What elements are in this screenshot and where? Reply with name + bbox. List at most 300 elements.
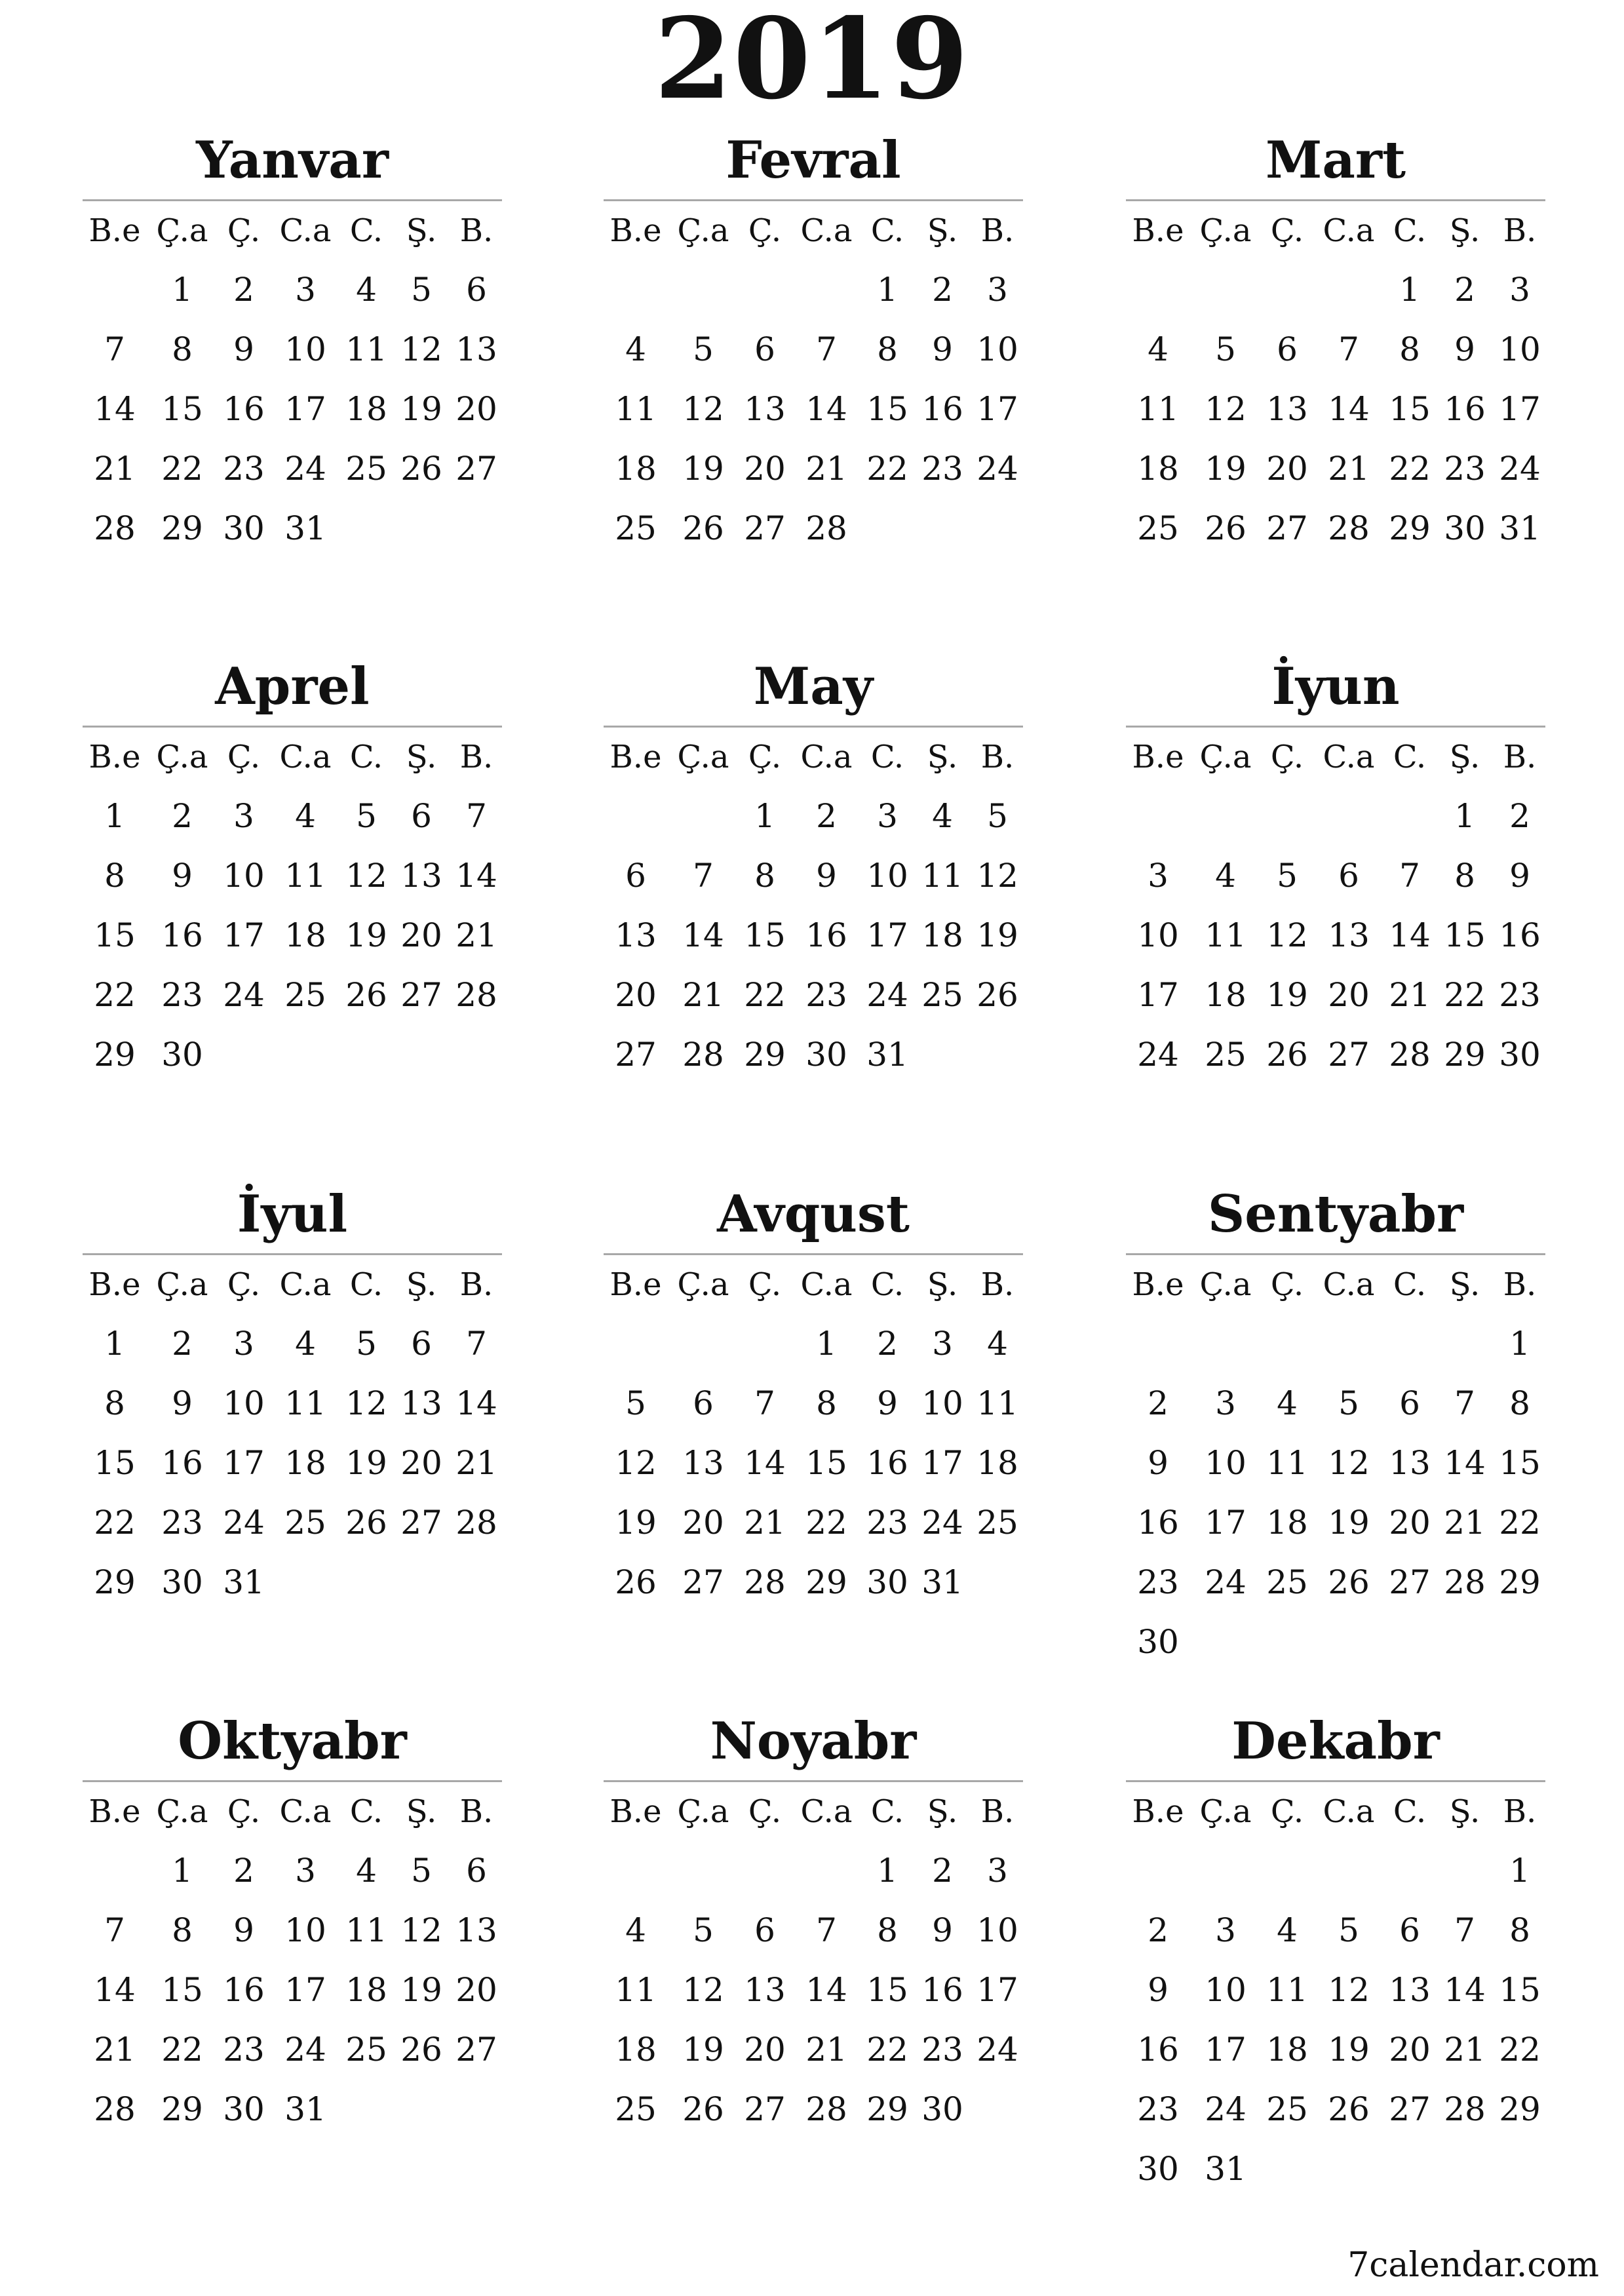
day-cell: 24 (976, 2031, 1018, 2069)
month-name: Oktyabr (178, 1711, 407, 1771)
day-cell: 10 (223, 857, 265, 895)
day-cell: 11 (1266, 1444, 1308, 1482)
day-cell: 29 (805, 1563, 847, 1601)
day-cell: 22 (161, 2031, 203, 2069)
month-block (83, 131, 502, 558)
day-cell: 9 (877, 1384, 898, 1422)
day-cell: 21 (94, 2031, 136, 2069)
day-cell: 1 (754, 797, 775, 835)
day-cell: 17 (1205, 2031, 1247, 2069)
day-cell: 28 (1444, 1563, 1486, 1601)
day-cell: 6 (693, 1384, 714, 1422)
day-cell: 24 (866, 976, 908, 1014)
weekday-label: B.e (1132, 739, 1184, 775)
day-cell: 17 (223, 1444, 265, 1482)
month-block (604, 1712, 1023, 2139)
weekday-label: B.e (88, 1793, 141, 1830)
day-cell: 1 (104, 797, 125, 835)
day-cell: 20 (455, 390, 497, 428)
day-cell: 10 (1205, 1444, 1247, 1482)
day-cell: 11 (976, 1384, 1018, 1422)
day-cell: 16 (1444, 390, 1486, 428)
day-cell: 7 (693, 857, 714, 895)
day-cell: 14 (805, 1971, 847, 2009)
day-cell: 11 (615, 1971, 657, 2009)
month-name: İyul (237, 1184, 348, 1244)
week-row (604, 846, 1023, 906)
day-cell: 9 (816, 857, 837, 895)
day-cell: 4 (1277, 1911, 1298, 1949)
weekday-header-row (604, 728, 1023, 787)
day-cell: 5 (1338, 1911, 1359, 1949)
day-cell: 16 (921, 390, 963, 428)
day-cell: 29 (1444, 1036, 1486, 1074)
day-cell: 25 (976, 1504, 1018, 1542)
day-cell: 27 (1328, 1036, 1370, 1074)
day-cell: 11 (1205, 916, 1247, 954)
weekday-label: C. (870, 212, 904, 249)
week-row (83, 1374, 502, 1433)
day-cell: 14 (94, 390, 136, 428)
day-cell: 26 (1328, 1563, 1370, 1601)
day-cell: 15 (805, 1444, 847, 1482)
day-cell: 23 (1499, 976, 1541, 1014)
day-cell: 14 (455, 857, 497, 895)
day-cell: 2 (172, 797, 193, 835)
day-cell: 28 (455, 976, 497, 1014)
day-cell: 12 (400, 330, 442, 368)
day-cell: 30 (1137, 1623, 1179, 1661)
day-cell: 27 (744, 2090, 786, 2128)
weekday-label: B.e (609, 212, 662, 249)
day-cell: 30 (805, 1036, 847, 1074)
day-cell: 23 (921, 2031, 963, 2069)
day-cell: 11 (345, 1911, 387, 1949)
weekday-header-row (83, 201, 502, 260)
week-row (83, 1493, 502, 1553)
week-row (1126, 1433, 1545, 1493)
day-cell: 27 (400, 976, 442, 1014)
month-block (83, 1712, 502, 2139)
day-cell: 19 (400, 1971, 442, 2009)
day-cell: 19 (615, 1504, 657, 1542)
day-cell: 19 (682, 2031, 724, 2069)
day-cell: 24 (223, 976, 265, 1014)
day-cell: 4 (625, 330, 646, 368)
day-cell: 4 (356, 1852, 377, 1890)
day-cell: 28 (455, 1504, 497, 1542)
day-cell: 18 (1266, 2031, 1308, 2069)
weekday-label: Ş. (1449, 739, 1480, 775)
week-row (83, 1025, 502, 1085)
weekday-label: B.e (88, 739, 141, 775)
day-cell: 22 (94, 1504, 136, 1542)
day-cell: 9 (233, 330, 254, 368)
day-cell: 2 (932, 1852, 953, 1890)
day-cell: 23 (1137, 2090, 1179, 2128)
day-cell: 1 (172, 1852, 193, 1890)
day-cell: 12 (615, 1444, 657, 1482)
day-cell: 23 (223, 2031, 265, 2069)
day-cell: 2 (816, 797, 837, 835)
day-cell: 5 (625, 1384, 646, 1422)
day-cell: 8 (1509, 1384, 1530, 1422)
weekday-label: B. (459, 739, 493, 775)
day-cell: 11 (921, 857, 963, 895)
weekday-label: Ş. (406, 739, 437, 775)
day-cell: 19 (345, 1444, 387, 1482)
day-cell: 5 (411, 271, 432, 309)
day-cell: 1 (172, 271, 193, 309)
day-cell: 25 (1137, 509, 1179, 547)
month-name: İyun (1271, 657, 1400, 716)
weekday-label: Ç. (227, 1793, 261, 1830)
day-cell: 24 (223, 1504, 265, 1542)
day-cell: 28 (682, 1036, 724, 1074)
day-cell: 12 (1205, 390, 1247, 428)
weekday-header-row (83, 1782, 502, 1841)
day-cell: 8 (877, 330, 898, 368)
day-cell: 16 (161, 1444, 203, 1482)
weekday-label: Ç. (748, 1793, 782, 1830)
day-cell: 15 (161, 390, 203, 428)
day-cell: 6 (625, 857, 646, 895)
day-cell: 25 (921, 976, 963, 1014)
day-cell: 22 (805, 1504, 847, 1542)
day-cell: 8 (877, 1911, 898, 1949)
day-cell: 1 (877, 271, 898, 309)
day-cell: 9 (172, 857, 193, 895)
weekday-label: C. (349, 1793, 383, 1830)
weekday-label: C. (870, 1266, 904, 1303)
week-row (83, 906, 502, 965)
day-cell: 12 (1266, 916, 1308, 954)
month-block (1126, 131, 1545, 558)
week-row (1126, 379, 1545, 439)
day-cell: 16 (805, 916, 847, 954)
day-cell: 14 (455, 1384, 497, 1422)
day-cell: 26 (1266, 1036, 1308, 1074)
day-cell: 23 (921, 450, 963, 488)
day-cell: 3 (233, 1325, 254, 1363)
week-row (83, 1314, 502, 1374)
day-cell: 12 (682, 1971, 724, 2009)
day-cell: 27 (455, 450, 497, 488)
weekday-label: Ç.a (1199, 739, 1252, 775)
day-cell: 28 (94, 509, 136, 547)
day-cell: 21 (1328, 450, 1370, 488)
day-cell: 18 (1266, 1504, 1308, 1542)
day-cell: 3 (233, 797, 254, 835)
day-cell: 19 (1328, 1504, 1370, 1542)
day-cell: 19 (345, 916, 387, 954)
weekday-label: B. (1503, 1266, 1537, 1303)
month-block (1126, 1712, 1545, 2199)
week-row (1126, 260, 1545, 320)
day-cell: 9 (932, 1911, 953, 1949)
weekday-header-row (604, 1255, 1023, 1314)
day-cell: 5 (693, 330, 714, 368)
weekday-label: Ç. (748, 739, 782, 775)
day-cell: 20 (455, 1971, 497, 2009)
week-row (1126, 1960, 1545, 2020)
day-cell: 5 (1277, 857, 1298, 895)
day-cell: 29 (1389, 509, 1431, 547)
day-cell: 17 (1205, 1504, 1247, 1542)
day-cell: 16 (223, 390, 265, 428)
day-cell: 19 (1266, 976, 1308, 1014)
month-name: Yanvar (196, 130, 389, 190)
day-cell: 5 (1215, 330, 1236, 368)
month-name: Avqust (717, 1184, 910, 1244)
week-row (1126, 1901, 1545, 1960)
week-row (1126, 2020, 1545, 2080)
day-cell: 12 (1328, 1971, 1370, 2009)
day-cell: 11 (1137, 390, 1179, 428)
weekday-label: Ç. (748, 1266, 782, 1303)
week-row (83, 965, 502, 1025)
day-cell: 7 (466, 1325, 487, 1363)
day-cell: 10 (1205, 1971, 1247, 2009)
week-row (1126, 1553, 1545, 1612)
day-cell: 29 (161, 2090, 203, 2128)
day-cell: 31 (284, 509, 326, 547)
weekday-label: Ç. (1270, 1793, 1304, 1830)
week-row (604, 439, 1023, 499)
day-cell: 1 (816, 1325, 837, 1363)
month-block (83, 657, 502, 1085)
day-cell: 12 (682, 390, 724, 428)
weekday-label: Ç.a (1199, 1793, 1252, 1830)
day-cell: 9 (1509, 857, 1530, 895)
day-cell: 21 (805, 450, 847, 488)
day-cell: 2 (932, 271, 953, 309)
day-cell: 4 (1148, 330, 1169, 368)
week-row (604, 1841, 1023, 1901)
day-cell: 28 (805, 509, 847, 547)
day-cell: 6 (1399, 1911, 1420, 1949)
day-cell: 2 (172, 1325, 193, 1363)
weekday-label: C.a (1323, 1793, 1375, 1830)
week-row (1126, 320, 1545, 379)
day-cell: 3 (295, 1852, 316, 1890)
day-cell: 18 (284, 1444, 326, 1482)
day-cell: 20 (1266, 450, 1308, 488)
day-cell: 11 (284, 857, 326, 895)
day-cell: 9 (1148, 1444, 1169, 1482)
day-cell: 20 (1389, 2031, 1431, 2069)
day-cell: 14 (1444, 1444, 1486, 1482)
weekday-label: B. (459, 212, 493, 249)
week-row (83, 320, 502, 379)
day-cell: 25 (615, 509, 657, 547)
day-cell: 4 (932, 797, 953, 835)
day-cell: 7 (754, 1384, 775, 1422)
day-cell: 28 (1444, 2090, 1486, 2128)
day-cell: 11 (345, 330, 387, 368)
day-cell: 18 (921, 916, 963, 954)
day-cell: 21 (455, 916, 497, 954)
day-cell: 21 (805, 2031, 847, 2069)
day-cell: 18 (615, 2031, 657, 2069)
day-cell: 10 (976, 330, 1018, 368)
day-cell: 27 (1266, 509, 1308, 547)
weekday-label: C. (1393, 212, 1427, 249)
week-row (1126, 2080, 1545, 2139)
day-cell: 14 (94, 1971, 136, 2009)
weekday-label: B. (980, 1793, 1015, 1830)
day-cell: 1 (1399, 271, 1420, 309)
day-cell: 18 (1137, 450, 1179, 488)
day-cell: 31 (223, 1563, 265, 1601)
month-name: Mart (1265, 130, 1406, 190)
day-cell: 24 (284, 450, 326, 488)
day-cell: 30 (1137, 2150, 1179, 2188)
day-cell: 20 (615, 976, 657, 1014)
day-cell: 7 (816, 1911, 837, 1949)
weekday-label: Ş. (927, 212, 958, 249)
day-cell: 13 (615, 916, 657, 954)
weekday-label: C.a (279, 1793, 332, 1830)
day-cell: 14 (682, 916, 724, 954)
day-cell: 21 (1389, 976, 1431, 1014)
day-cell: 15 (1499, 1444, 1541, 1482)
day-cell: 27 (682, 1563, 724, 1601)
day-cell: 2 (1454, 271, 1475, 309)
week-row (604, 1433, 1023, 1493)
day-cell: 17 (921, 1444, 963, 1482)
day-cell: 4 (625, 1911, 646, 1949)
week-row (83, 1433, 502, 1493)
day-cell: 7 (466, 797, 487, 835)
week-row (1126, 1025, 1545, 1085)
day-cell: 6 (1399, 1384, 1420, 1422)
day-cell: 14 (1389, 916, 1431, 954)
day-cell: 12 (400, 1911, 442, 1949)
day-cell: 7 (1338, 330, 1359, 368)
week-row (83, 2020, 502, 2080)
day-cell: 16 (1137, 2031, 1179, 2069)
weekday-label: Ç.a (677, 739, 729, 775)
month-block (604, 131, 1023, 558)
week-row (604, 906, 1023, 965)
day-cell: 15 (1499, 1971, 1541, 2009)
weekday-label: Ç.a (156, 1266, 208, 1303)
day-cell: 13 (1389, 1444, 1431, 1482)
day-cell: 30 (1499, 1036, 1541, 1074)
day-cell: 27 (455, 2031, 497, 2069)
day-cell: 13 (682, 1444, 724, 1482)
day-cell: 23 (1137, 1563, 1179, 1601)
week-row (1126, 1374, 1545, 1433)
week-row (604, 499, 1023, 558)
day-cell: 24 (921, 1504, 963, 1542)
day-cell: 3 (295, 271, 316, 309)
weekday-label: Ş. (1449, 1793, 1480, 1830)
weekday-label: C. (349, 1266, 383, 1303)
weekday-label: C.a (279, 1266, 332, 1303)
day-cell: 7 (1399, 857, 1420, 895)
week-row (604, 2080, 1023, 2139)
day-cell: 12 (976, 857, 1018, 895)
day-cell: 4 (1215, 857, 1236, 895)
week-row (83, 1960, 502, 2020)
weekday-label: C. (870, 739, 904, 775)
day-cell: 15 (866, 1971, 908, 2009)
day-cell: 2 (1148, 1384, 1169, 1422)
weekday-label: B. (1503, 739, 1537, 775)
weekday-label: B. (1503, 212, 1537, 249)
day-cell: 10 (921, 1384, 963, 1422)
day-cell: 14 (1328, 390, 1370, 428)
day-cell: 26 (1328, 2090, 1370, 2128)
day-cell: 9 (1148, 1971, 1169, 2009)
day-cell: 13 (1389, 1971, 1431, 2009)
weekday-label: C. (1393, 1793, 1427, 1830)
weekday-label: B.e (1132, 1793, 1184, 1830)
day-cell: 6 (411, 1325, 432, 1363)
day-cell: 22 (866, 450, 908, 488)
day-cell: 17 (223, 916, 265, 954)
weekday-label: C. (349, 739, 383, 775)
day-cell: 24 (1205, 1563, 1247, 1601)
weekday-label: Ç.a (156, 212, 208, 249)
day-cell: 28 (94, 2090, 136, 2128)
weekday-label: C.a (279, 212, 332, 249)
day-cell: 15 (94, 916, 136, 954)
day-cell: 20 (744, 2031, 786, 2069)
day-cell: 23 (866, 1504, 908, 1542)
day-cell: 6 (754, 330, 775, 368)
day-cell: 10 (284, 330, 326, 368)
day-cell: 5 (356, 797, 377, 835)
day-cell: 26 (345, 1504, 387, 1542)
day-cell: 25 (284, 1504, 326, 1542)
day-cell: 31 (284, 2090, 326, 2128)
day-cell: 16 (921, 1971, 963, 2009)
weekday-label: B.e (88, 212, 141, 249)
day-cell: 13 (744, 1971, 786, 2009)
weekday-label: Ş. (927, 1266, 958, 1303)
week-row (1126, 1612, 1545, 1672)
day-cell: 30 (1444, 509, 1486, 547)
day-cell: 9 (233, 1911, 254, 1949)
day-cell: 2 (233, 271, 254, 309)
day-cell: 26 (976, 976, 1018, 1014)
week-row (83, 439, 502, 499)
day-cell: 28 (1328, 509, 1370, 547)
day-cell: 10 (284, 1911, 326, 1949)
week-row (1126, 439, 1545, 499)
week-row (1126, 499, 1545, 558)
day-cell: 3 (1509, 271, 1530, 309)
day-cell: 17 (1499, 390, 1541, 428)
day-cell: 9 (932, 330, 953, 368)
day-cell: 22 (161, 450, 203, 488)
day-cell: 18 (284, 916, 326, 954)
day-cell: 8 (1454, 857, 1475, 895)
day-cell: 17 (976, 1971, 1018, 2009)
day-cell: 30 (161, 1563, 203, 1601)
day-cell: 29 (161, 509, 203, 547)
weekday-label: C.a (800, 739, 853, 775)
day-cell: 19 (400, 390, 442, 428)
day-cell: 15 (1389, 390, 1431, 428)
day-cell: 17 (284, 390, 326, 428)
day-cell: 21 (1444, 2031, 1486, 2069)
day-cell: 18 (345, 1971, 387, 2009)
day-cell: 12 (345, 1384, 387, 1422)
